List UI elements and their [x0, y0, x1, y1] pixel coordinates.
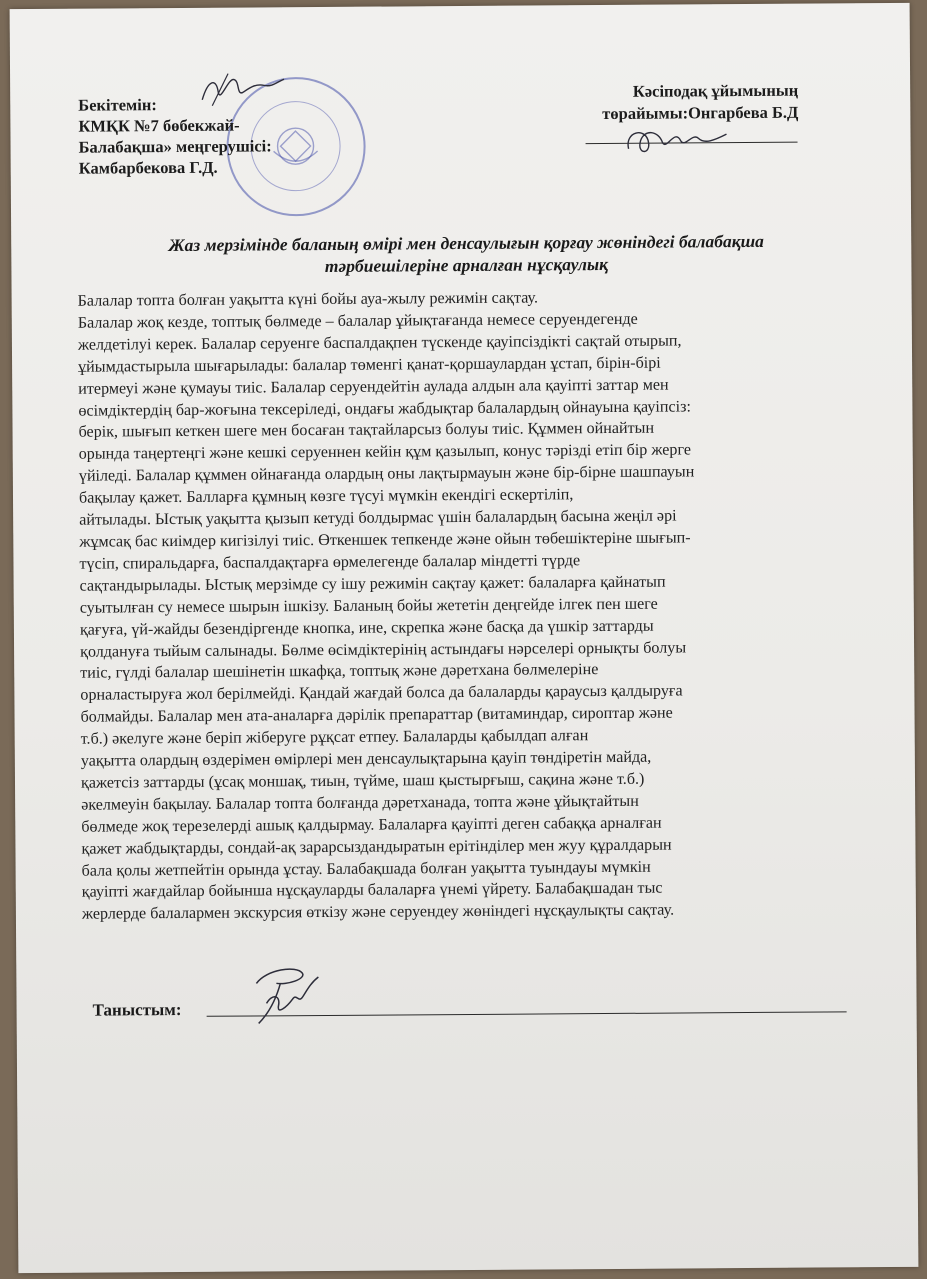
body-line: бала қолы жетпейтін орында ұстау. Балабақшада болған уақытта туындауы мүмкін — [81, 858, 651, 880]
approval-line: Бекітемін: — [78, 95, 157, 115]
body-line: итермеуі және қумауы тиіс. Балалар серуендейтін аулада алдын ала қауіпті заттар мен — [78, 376, 669, 398]
document-sheet — [10, 3, 919, 1273]
body-line: айтылады. Ыстық уақытта қызып кетуді болдырмас үшін балалардың басына жеңіл әрі — [79, 507, 677, 529]
body-line: қауіпті жағдайлар бойынша нұсқауларды балаларға үнемі үйрету. Балабақшадан тыс — [81, 880, 663, 902]
body-line: үйіледі. Балалар құммен ойнағанда олардың оны лақтырмауын және бір-бірне шашпауын — [78, 463, 695, 485]
body-line: қажет жабдықтарды, сондай-ақ зарарсыздандыратын ерітінділер мен жуу құралдарын — [81, 836, 672, 858]
union-line: төрайымы:Онгарбева Б.Д — [602, 102, 799, 124]
body-line: бақылау қажет. Балларға құмның көзге түсуі мүмкін екендігі ескертіліп, — [78, 486, 574, 507]
body-line: орында таңертеңгі және кешкі серуеннен кейін құм қазылып, конус тәрізді етіп бір жерге — [78, 441, 692, 464]
body-line: Балалар жоқ кезде, топтық бөлмеде – балалар ұйықтағанда немесе серуендегенде — [77, 310, 638, 332]
body-line: ұйымдастырыла шығарылады: балалар төменгі қанат-қоршаулардан ұстап, бірін-бірі — [78, 354, 661, 376]
union-block — [550, 80, 798, 126]
body-line: болмайды. Балалар мен ата-аналарға дәрілік препараттар (витаминдар, сироптар және — [80, 704, 673, 726]
body-line: өсімдіктердің бар-жоғына тексеріледі, ондағы жабдықтар балалардың ойнауына қауіпсіз: — [78, 397, 691, 420]
acknowledged-label: Таныстым: — [92, 999, 182, 1020]
body-line: қолдануға тыйым салынады. Бөлме өсімдіктерінің астындағы нәрселері орнықты болуы — [80, 638, 687, 661]
body-line: уақытта олардың өздерімен өмірлері мен денсаулықтарына қауіп төндіретін майда, — [80, 748, 652, 770]
union-signature — [622, 120, 732, 161]
body-line: жұмсақ бас киімдер кигізілуі тиіс. Өткеншек тепкенде және ойын төбешіктеріне шығып- — [79, 529, 691, 551]
document-title — [71, 229, 861, 279]
acknowledged-signature — [236, 963, 326, 1034]
approval-line: Камбарбекова Г.Д. — [78, 157, 218, 178]
body-line: сақтандырылады. Ыстық мерзімде су ішу режимін сақтау қажет: балаларға қайнатып — [79, 573, 666, 595]
body-line: жерлерде балалармен экскурсия өткізу және серуендеу жөніндегі нұсқаулықты сақтау. — [81, 901, 675, 924]
body-line: желдетілуі керек. Балалар серуенге баспалдақпен түскенде қауіпсіздікті сақтай отырып, — [77, 332, 682, 354]
body-line: әкелмеуін бақылау. Балалар топта болғанда дәретханада, топта және ұйықтайтын — [81, 792, 639, 814]
union-line: Кәсіподақ ұйымының — [632, 80, 799, 101]
approval-line: КМҚК №7 бөбекжай- — [78, 115, 240, 136]
body-line: Балалар топта болған уақытта күні бойы ауа-жылу режимін сақтау. — [77, 289, 539, 310]
instruction-body — [78, 285, 882, 926]
body-line: орналастыруға жол берілмейді. Қандай жағдай болса да балаларды қараусыз қалдыруға — [80, 682, 683, 704]
title-line: Жаз мерзімінде баланың өмірі мен денсаулығын қорғау жөніндегі балабақша — [168, 230, 764, 256]
director-signature — [198, 69, 288, 110]
body-line: берік, шығып кеткен шеге мен босаған тақтайларсыз болуы тиіс. Құммен ойнайтын — [78, 420, 655, 442]
body-line: т.б.) әкелуге және беріп жіберуге рұқсат етпеу. Балаларды қабылдап алған — [80, 727, 589, 748]
body-line: суытылған су немесе шырын ішкізу. Баланың бойы жететін деңгейде ілгек пен шеге — [79, 595, 658, 617]
body-line: бөлмеде жоқ терезелерді ашық қалдырмау. Балаларға қауіпті деген сабаққа арналған — [81, 814, 662, 836]
approval-line: Балабақша» меңгерушісі: — [78, 136, 272, 157]
title-line: тәрбиешілеріне арналған нұсқаулық — [324, 253, 609, 276]
body-line: қажетсіз заттарды (ұсақ моншақ, тиын, түйме, шаш қыстырғыш, сақина және т.б.) — [80, 770, 645, 792]
body-line: тиіс, гүлді балалар шешінетін шкафқа, топтық және дәретхана бөлмелеріне — [80, 661, 599, 683]
body-line: түсіп, спиральдарға, баспалдақтарға өрмелегенде балалар міндетті түрде — [79, 552, 581, 573]
body-line: қағуға, үй-жайды безендіргенде кнопка, ине, скрепка және басқа да үшкір заттарды — [79, 617, 654, 639]
